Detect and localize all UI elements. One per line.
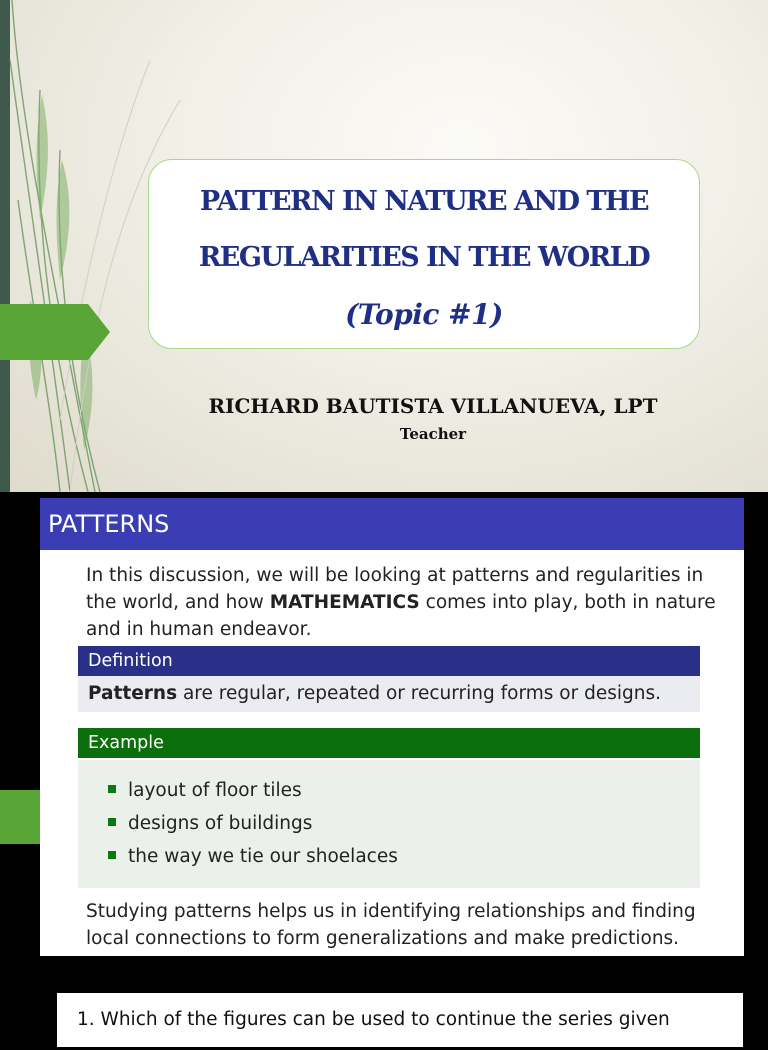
list-item	[108, 844, 700, 877]
definition-block-title: Definition	[78, 646, 700, 676]
slide-header: PATTERNS	[40, 498, 744, 550]
patterns-slide	[40, 498, 744, 956]
closing-paragraph: Studying patterns helps us in identifying relationships and finding local connections to form generalizations and make predictions.	[86, 901, 696, 949]
square-bullet-icon	[108, 851, 116, 859]
green-arrow-tab-top	[0, 304, 110, 360]
intro-text-end: comes into play, both in nature and in human endeavor.	[86, 592, 716, 640]
intro-paragraph	[86, 562, 726, 643]
example-block-title: Example	[78, 728, 700, 758]
author-name: RICHARD BAUTISTA VILLANUEVA, LPT	[208, 394, 658, 418]
list-item	[108, 778, 700, 811]
square-bullet-icon	[108, 785, 116, 793]
example-item-text: designs of buildings	[128, 813, 313, 834]
example-item-text: the way we tie our shoelaces	[128, 846, 398, 867]
title-box	[148, 159, 700, 349]
example-list	[78, 760, 700, 877]
example-item-text: layout of floor tiles	[128, 780, 302, 801]
title-line-1: PATTERN IN NATURE AND THE	[199, 186, 649, 217]
example-block-body	[78, 760, 700, 888]
question-text: 1. Which of the figures can be used to continue the series given	[77, 1009, 670, 1030]
definition-block-body	[78, 676, 700, 712]
intro-text-start: In this discussion, we will be looking at patterns and regularities in the world, and how	[86, 565, 704, 613]
definition-term: Patterns	[88, 683, 178, 704]
intro-emphasis: MATHEMATICS	[269, 592, 420, 613]
list-item	[108, 811, 700, 844]
title-slide	[0, 0, 768, 492]
definition-text: are regular, repeated or recurring forms or designs.	[177, 683, 661, 704]
green-arrow-tab-bottom	[0, 790, 40, 844]
author-role: Teacher	[399, 425, 467, 443]
title-line-2: REGULARITIES IN THE WORLD	[198, 242, 650, 273]
square-bullet-icon	[108, 818, 116, 826]
topic-label: (Topic #1)	[345, 298, 503, 331]
question-slide	[54, 990, 746, 1050]
